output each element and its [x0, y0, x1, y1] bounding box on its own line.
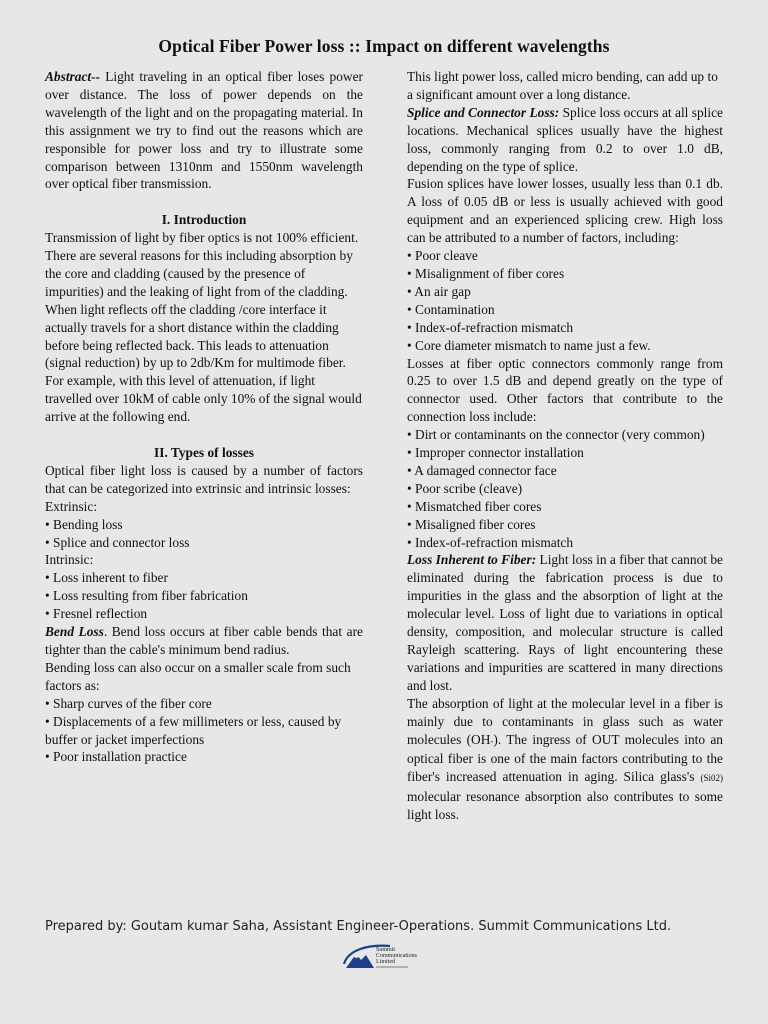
- list-item: • Sharp curves of the fiber core: [45, 695, 212, 711]
- abstract-text: Light traveling in an optical fiber loses power over distance. The loss of power depends on the wavelength of the light and on the propagating material. In this assignment we try to find out the reasons which are responsible for power loss and try to illustrate some comparison between 1310nm and 1550nm wavelength over optical fiber transmission.: [45, 69, 363, 192]
- types-text: Optical fiber light loss is caused by a number of factors that can be categorized into extrinsic and intrinsic losses:: [45, 462, 363, 496]
- logo-text-3: Limited: [376, 959, 395, 965]
- list-item: • An air gap: [407, 283, 471, 299]
- list-item: • Contamination: [407, 301, 495, 317]
- list-item: • Loss resulting from fiber fabrication: [45, 588, 248, 604]
- abstract: [45, 68, 363, 193]
- fusion-text: Fusion splices have lower losses, usually less than 0.1 db. A loss of 0.05 dB or less is usually achieved with good equipment and an experienced splicing crew. High loss can be attributed to a number of factors, including:: [407, 176, 723, 246]
- absorption-text: molecular resonance absorption also contributes to some light loss.: [407, 789, 723, 823]
- absorption-text: The absorption of light at the molecular level in a fiber is mainly due to contaminants in glass such as water molecules (OH: [407, 695, 723, 747]
- list-item: • Poor installation practice: [45, 749, 187, 765]
- bend-small-text: Bending loss can also occur on a smaller scale from such factors as:: [45, 659, 351, 693]
- connector-text: Losses at fiber optic connectors commonly range from 0.25 to over 1.5 dB and depend greatly on the type of connector used. Other factors that contribute to the connection loss include:: [407, 355, 723, 425]
- introduction-text: Transmission of light by fiber optics is not 100% efficient. There are several reasons for this including absorption by the core and cladding (caused by the presence of impurities) and the leaking of light from of the cladding. When light reflects off the cladding /core interface it actually travels for a short distance within the cladding before being reflected back. This leads to attenuation (signal reduction) by up to 2db/Km for multimode fiber. For example, with this level of attenuation, if light travelled over 10kM of cable only 10% of the signal would arrive at the following end.: [45, 230, 362, 425]
- logo-text-2: Communications: [376, 953, 417, 959]
- list-item: • Poor scribe (cleave): [407, 480, 523, 496]
- mountain-icon: [346, 954, 374, 968]
- intrinsic-label: Intrinsic:: [45, 552, 94, 568]
- inherent-text: Light loss in a fiber that cannot be eliminated during the fabrication process is due to impurities in the glass and the absorption of light at the molecular level. Loss of light due to variations in optical density, composition, and molecular structure is called Rayleigh scattering. Rays of light encountering these variations and impurities are scattered in many directions and lost.: [407, 552, 723, 693]
- document-title: Optical Fiber Power loss :: Impact on different wavelengths: [158, 36, 610, 56]
- inherent-label: Loss Inherent to Fiber:: [407, 552, 537, 568]
- left-column: [45, 68, 363, 766]
- splice-label: Splice and Connector Loss:: [407, 104, 560, 120]
- list-item: • Index-of-refraction mismatch: [407, 534, 574, 550]
- types-heading: II. Types of losses: [154, 445, 254, 460]
- bend-loss-label: Bend Loss: [45, 624, 104, 640]
- bend-loss-paragraph: [45, 623, 363, 659]
- logo-text-1: Summit: [376, 947, 396, 953]
- list-item: • Loss inherent to fiber: [45, 570, 168, 586]
- list-item: • Bending loss: [45, 516, 123, 532]
- footer-credit: Prepared by: Goutam kumar Saha, Assistant Engineer-Operations. Summit Communications Ltd.: [45, 919, 672, 934]
- list-item: • Misaligned fiber cores: [407, 516, 536, 532]
- si02-formula: (Si02): [700, 773, 723, 784]
- list-item: • Poor cleave: [407, 248, 478, 264]
- list-item: • Splice and connector loss: [45, 534, 190, 550]
- inherent-paragraph: [407, 551, 723, 694]
- list-item: • Mismatched fiber cores: [407, 498, 542, 514]
- list-item: • Index-of-refraction mismatch: [407, 319, 574, 335]
- extrinsic-label: Extrinsic:: [45, 498, 98, 514]
- splice-paragraph: [407, 104, 723, 176]
- summit-logo: [338, 942, 438, 974]
- introduction-heading: I. Introduction: [161, 212, 247, 228]
- abstract-label: Abstract--: [45, 69, 101, 84]
- bend-loss-text: . Bend loss occurs at fiber cable bends that are tighter than the cable's minimum bend radius.: [45, 624, 363, 657]
- list-item: • Fresnel reflection: [45, 606, 148, 622]
- right-column: [407, 68, 723, 824]
- list-item: • Dirt or contaminants on the connector (very common): [407, 427, 705, 443]
- absorption-text: ). The ingress of OUT molecules into an optical fiber is one of the main factors contributing to the fiber's increased attenuation in aging. Silica glass's: [407, 731, 723, 785]
- splice-text: Splice loss occurs at all splice locations. Mechanical splices usually have the highest loss, commonly ranging from 0.2 to over 1.0 dB, depending on the type of splice.: [407, 104, 723, 174]
- list-item: • Misalignment of fiber cores: [407, 265, 565, 281]
- micro-bending-text: This light power loss, called micro bending, can add up to a significant amount over a long distance.: [407, 69, 718, 102]
- list-item: • Displacements of a few millimeters or less, caused by buffer or jacket imperfections: [45, 713, 342, 747]
- oh-subscript: -: [490, 735, 494, 746]
- list-item: • Core diameter mismatch to name just a few.: [407, 337, 651, 353]
- list-item: • Improper connector installation: [407, 445, 584, 461]
- absorption-paragraph: [407, 695, 723, 824]
- list-item: • A damaged connector face: [407, 462, 557, 478]
